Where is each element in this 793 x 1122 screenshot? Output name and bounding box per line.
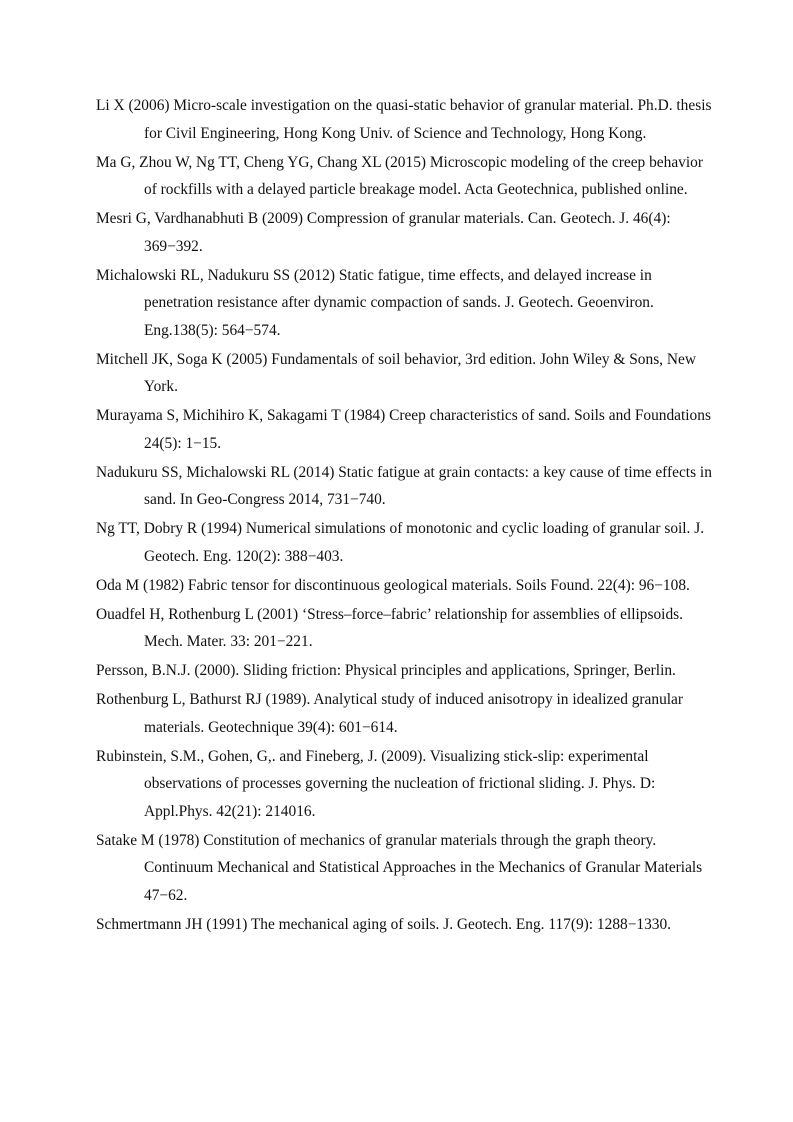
reference-entry: Ng TT, Dobry R (1994) Numerical simulations of monotonic and cyclic loading of granular soil. J. Geotech. Eng. 120(2): 388−403.	[96, 520, 705, 565]
reference-entry: Ma G, Zhou W, Ng TT, Cheng YG, Chang XL (2015) Microscopic modeling of the creep behavior of rockfills with a delayed particle breakage model. Acta Geotechnica, published online.	[96, 153, 703, 198]
reference-entry: Satake M (1978) Constitution of mechanics of granular materials through the graph theory. Continuum Mechanical and Statistical Approaches in the Mechanics of Granular Materials 47−62.	[96, 831, 703, 904]
reference-entry: Nadukuru SS, Michalowski RL (2014) Static fatigue at grain contacts: a key cause of time effects in sand. In Geo-Congress 2014, 731−740.	[96, 463, 712, 508]
reference-entry: Rothenburg L, Bathurst RJ (1989). Analytical study of induced anisotropy in idealized granular materials. Geotechnique 39(4): 601−614.	[96, 691, 684, 736]
reference-entry: Mitchell JK, Soga K (2005) Fundamentals of soil behavior, 3rd edition. John Wiley & Sons, New York.	[96, 350, 696, 395]
reference-entry: Oda M (1982) Fabric tensor for discontinuous geological materials. Soils Found. 22(4): 96−108.	[96, 576, 690, 594]
reference-entry: Murayama S, Michihiro K, Sakagami T (1984) Creep characteristics of sand. Soils and Foundations 24(5): 1−15.	[96, 407, 711, 452]
reference-list	[96, 92, 716, 940]
reference-entry: Michalowski RL, Nadukuru SS (2012) Static fatigue, time effects, and delayed increase in penetration resistance after dynamic compaction of sands. J. Geotech. Geoenviron. Eng.138(5): 564−574.	[96, 266, 654, 339]
reference-entry: Rubinstein, S.M., Gohen, G,. and Fineberg, J. (2009). Visualizing stick-slip: experimental observations of processes governing the nucleation of frictional sliding. J. Phys. D: Appl.Phys. 42(21): 214016.	[96, 747, 656, 820]
reference-entry: Mesri G, Vardhanabhuti B (2009) Compression of granular materials. Can. Geotech. J. 46(4): 369−392.	[96, 210, 671, 255]
reference-entry: Ouadfel H, Rothenburg L (2001) ‘Stress–force–fabric’ relationship for assemblies of ellipsoids. Mech. Mater. 33: 201−221.	[96, 605, 683, 650]
reference-entry: Schmertmann JH (1991) The mechanical aging of soils. J. Geotech. Eng. 117(9): 1288−1330.	[96, 915, 672, 933]
reference-entry: Persson, B.N.J. (2000). Sliding friction: Physical principles and applications, Springer, Berlin.	[96, 662, 676, 679]
reference-entry: Li X (2006) Micro-scale investigation on the quasi-static behavior of granular material. Ph.D. thesis for Civil Engineering, Hong Kong Univ. of Science and Technology, Hong Kong.	[96, 97, 712, 142]
